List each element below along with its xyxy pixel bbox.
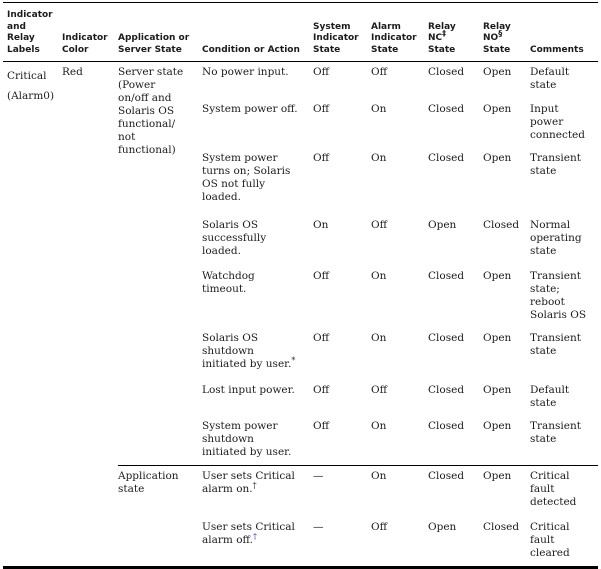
- cell-relay-nc-state: Closed: [428, 151, 465, 164]
- cell-relay-no-state: Open: [483, 151, 512, 164]
- alarm-indicator-relay-table: [3, 2, 598, 569]
- cell-comment: Critical fault detected: [530, 465, 598, 517]
- cell-relay-no-state: Open: [483, 66, 512, 78]
- cell-system-indicator-state: Off: [313, 331, 330, 344]
- cell-comment: Transient state: [530, 331, 581, 357]
- cell-comment: Transient state: [530, 151, 581, 177]
- header-system-indicator-state: System Indicator State: [313, 3, 371, 62]
- cell-comment: Default state: [530, 66, 570, 91]
- cell-alarm-indicator-state: On: [371, 151, 387, 164]
- cell-relay-nc-state: Closed: [428, 66, 465, 78]
- cell-condition: No power input.: [202, 66, 289, 78]
- cell-alarm-indicator-state: Off: [371, 521, 388, 533]
- cell-system-indicator-state: Off: [313, 66, 330, 78]
- header-indicator-relay-labels: Indicator and Relay Labels: [3, 3, 62, 62]
- cell-application-server-state: Application state: [118, 465, 202, 568]
- cell-condition: User sets Critical alarm on.†: [202, 465, 313, 517]
- cell-relay-no-state: Open: [483, 331, 512, 344]
- header-row: [3, 3, 598, 62]
- cell-relay-no-state: Open: [483, 465, 530, 517]
- footnote-marker: §: [498, 29, 503, 38]
- cell-system-indicator-state: Off: [313, 269, 330, 282]
- cell-alarm-indicator-state: On: [371, 331, 387, 344]
- cell-relay-nc-state: Open: [428, 218, 457, 231]
- cell-relay-nc-state: Closed: [428, 383, 465, 396]
- cell-relay-nc-state: Closed: [428, 269, 465, 282]
- cell-relay-no-state: Closed: [483, 218, 520, 231]
- footnote-marker: †: [252, 480, 257, 490]
- header-relay-no-state: Relay NO§ State: [483, 3, 530, 62]
- cell-alarm-indicator-state: On: [371, 269, 387, 282]
- header-alarm-indicator-state: Alarm Indicator State: [371, 3, 428, 62]
- header-application-server-state: Application or Server State: [118, 3, 202, 62]
- cell-relay-no-state: Open: [483, 102, 512, 115]
- cell-condition: Solaris OS shutdown initiated by user.*: [202, 331, 296, 370]
- cell-system-indicator-state: —: [313, 521, 324, 533]
- cell-relay-no-state: Open: [483, 419, 512, 432]
- footnote-marker: *: [291, 355, 296, 365]
- footnote-dagger-link[interactable]: †: [252, 532, 257, 541]
- cell-indicator-color: Red: [62, 66, 83, 78]
- cell-alarm-indicator-state: On: [371, 102, 387, 115]
- cell-comment: Input power connected: [530, 102, 585, 141]
- header-indicator-color: Indicator Color: [62, 3, 118, 62]
- cell-system-indicator-state: Off: [313, 419, 330, 432]
- cell-indicator-relay-label: Critical (Alarm0): [7, 70, 55, 102]
- table-body: [3, 62, 598, 568]
- cell-alarm-indicator-state: On: [371, 465, 428, 517]
- cell-relay-nc-state: Closed: [428, 419, 465, 432]
- footnote-marker: ‡: [442, 29, 447, 38]
- cell-relay-no-state: Open: [483, 383, 512, 396]
- cell-condition: System power turns on; Solaris OS not fully loaded.: [202, 151, 291, 203]
- cell-comment: Transient state: [530, 419, 581, 445]
- cell-relay-nc-state: Open: [428, 521, 457, 533]
- cell-comment: Critical fault cleared: [530, 521, 570, 559]
- cell-condition: System power off.: [202, 102, 298, 115]
- header-condition-action: Condition or Action: [202, 3, 313, 62]
- cell-condition: Watchdog timeout.: [202, 269, 255, 295]
- table-row: [3, 62, 598, 99]
- cell-relay-nc-state: Closed: [428, 331, 465, 344]
- cell-system-indicator-state: Off: [313, 151, 330, 164]
- table-header: [3, 3, 598, 62]
- cell-system-indicator-state: Off: [313, 102, 330, 115]
- cell-condition: System power shutdown initiated by user.: [202, 419, 292, 458]
- cell-condition: User sets Critical alarm off.†: [202, 521, 295, 546]
- header-comments: Comments: [530, 3, 598, 62]
- cell-system-indicator-state: On: [313, 218, 329, 231]
- cell-comment: Default state: [530, 383, 570, 409]
- cell-alarm-indicator-state: On: [371, 419, 387, 432]
- cell-comment: Normal operating state: [530, 218, 582, 257]
- cell-relay-no-state: Closed: [483, 521, 520, 533]
- cell-relay-nc-state: Closed: [428, 465, 483, 517]
- cell-system-indicator-state: —: [313, 465, 371, 517]
- cell-condition: Lost input power.: [202, 383, 295, 396]
- cell-condition: Solaris OS successfully loaded.: [202, 218, 267, 257]
- cell-comment: Transient state; reboot Solaris OS: [530, 269, 587, 321]
- cell-application-server-state: Server state (Power on/off and Solaris OS functional/ not functional): [118, 66, 184, 156]
- cell-alarm-indicator-state: Off: [371, 383, 388, 396]
- cell-alarm-indicator-state: Off: [371, 218, 388, 231]
- header-relay-nc-state: Relay NC‡ State: [428, 3, 483, 62]
- cell-relay-nc-state: Closed: [428, 102, 465, 115]
- cell-system-indicator-state: Off: [313, 383, 330, 396]
- cell-alarm-indicator-state: Off: [371, 66, 388, 78]
- cell-relay-no-state: Open: [483, 269, 512, 282]
